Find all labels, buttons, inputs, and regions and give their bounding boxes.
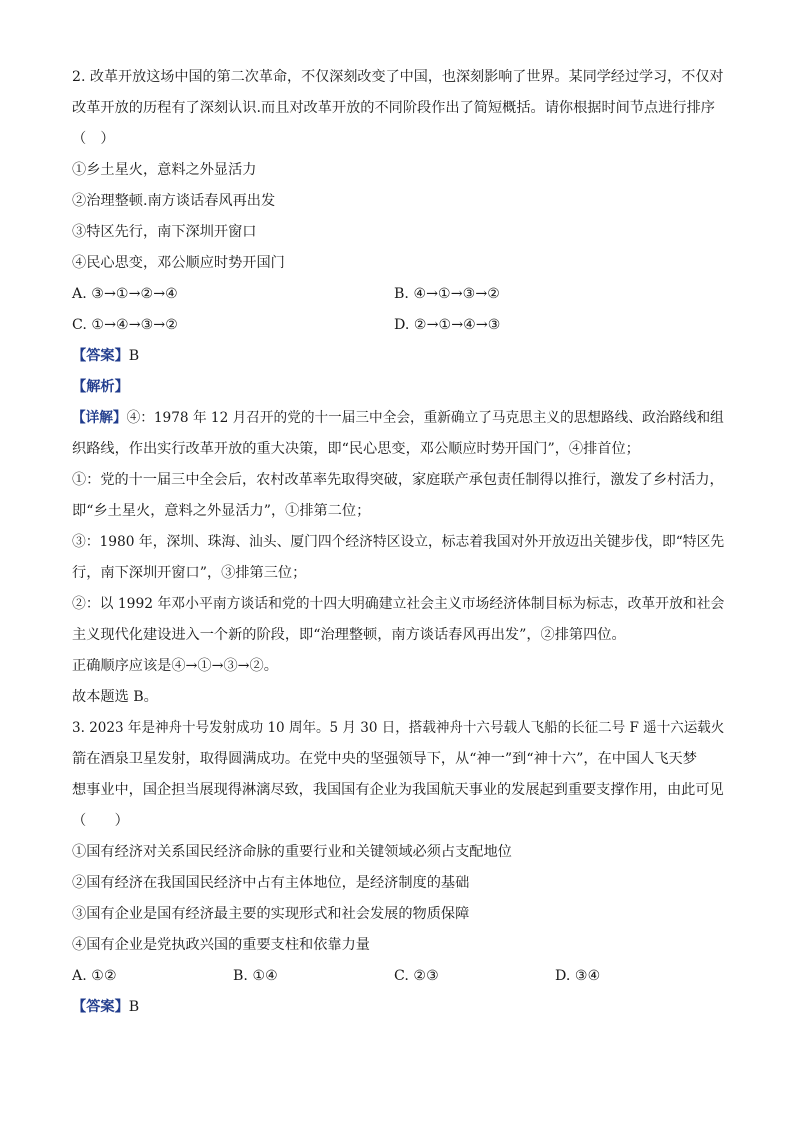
q2-conclusion: 故本题选 B。 (72, 689, 158, 705)
document-page (72, 62, 724, 1023)
q3-option-b: B. ①④ (233, 968, 278, 984)
q2-option-a: A. ③→①→②→④ (72, 286, 178, 302)
q3-item-3: ③国有企业是国有经济最主要的实现形式和社会发展的物质保障 (72, 906, 470, 922)
q2-stem-line-2: 改革开放的历程有了深刻认识.而且对改革开放的不同阶段作出了简短概括。请你根据时间节点进行排序 (72, 100, 715, 116)
q3-answer (72, 992, 724, 1023)
q2-option-b: B. ④→①→③→② (394, 286, 500, 302)
q3-stem-line-3: 想事业中，国企担当展现得淋漓尽致，我国国有企业为我国航天事业的发展起到重要支撑作用，由此可见 (72, 782, 724, 798)
q2-options-row-1 (72, 279, 724, 310)
q3-option-d: D. ③④ (555, 968, 601, 984)
q3-stem-line-2: 箭在酒泉卫星发射，取得圆满成功。在党中央的坚强领导下，从“神一”到“神十六”，在中国人飞天梦 (72, 751, 697, 767)
q2-point-3-line-1: ③：1980 年，深圳、珠海、汕头、厦门四个经济特区设立，标志着我国对外开放迈出关键步伐，即“特区先 (72, 534, 725, 550)
q3-item-2: ②国有经济在我国国民经济中占有主体地位，是经济制度的基础 (72, 875, 470, 891)
q3-item-1: ①国有经济对关系国民经济命脉的重要行业和关键领域必须占支配地位 (72, 844, 512, 860)
q3-options-row (72, 961, 724, 992)
q2-analysis-heading (72, 372, 724, 403)
q2-item-3: ③特区先行，南下深圳开窗口 (72, 224, 257, 240)
q2-detail-line-1 (72, 403, 724, 434)
q3-answer-value: B (128, 999, 140, 1015)
q2-option-d: D. ②→①→④→③ (394, 317, 501, 333)
q2-point-1-line-1: ①：党的十一届三中全会后，农村改革率先取得突破，家庭联产承包责任制得以推行，激发了乡村活力， (72, 472, 724, 488)
q2-stem-line-1: 2. 改革开放这场中国的第二次革命，不仅深刻改变了中国，也深刻影响了世界。某同学经过学习，不仅对 (72, 69, 724, 85)
q2-answer (72, 341, 724, 372)
q2-options-row-2 (72, 310, 724, 341)
q2-item-4: ④民心思变，邓公顺应时势开国门 (72, 255, 285, 271)
q2-point-2-line-2: 主义现代化建设进入一个新的阶段，即“治理整顿，南方谈话春风再出发”，②排第四位。 (72, 627, 626, 643)
q3-stem-line-1: 3. 2023 年是神舟十号发射成功 10 周年。5 月 30 日，搭载神舟十六号载人飞船的长征二号 F 遥十六运载火 (72, 720, 725, 736)
q2-point-1-line-2: 即“乡土星火，意料之外显活力”，①排第二位； (72, 503, 371, 519)
q3-item-4: ④国有企业是党执政兴国的重要支柱和依靠力量 (72, 937, 370, 953)
q2-item-2: ②治理整顿.南方谈话春风再出发 (72, 193, 276, 209)
q2-correct-order: 正确顺序应该是④→①→③→②。 (72, 658, 278, 674)
q3-answer-parentheses: （ ） (72, 813, 129, 829)
q2-point-3-line-2: 行，南下深圳开窗口”，③排第三位； (72, 565, 307, 581)
q3-answer-label: 【答案】 (72, 999, 129, 1015)
q2-detail-line-2: 织路线，作出实行改革开放的重大决策，即“民心思变，邓公顺应时势开国门”，④排首位； (72, 441, 640, 457)
q2-point-2-line-1: ②：以 1992 年邓小平南方谈话和党的十四大明确建立社会主义市场经济体制目标为标志，改革开放和社会 (72, 596, 725, 612)
q2-answer-value: B (128, 348, 140, 364)
q2-answer-parentheses: （ ） (72, 131, 115, 147)
q3-option-c: C. ②③ (394, 968, 439, 984)
q2-analysis-label: 【解析】 (72, 379, 129, 395)
q2-item-1: ①乡土星火，意料之外显活力 (72, 162, 257, 178)
q2-detail-text-1: ④：1978 年 12 月召开的党的十一届三中全会，重新确立了马克思主义的思想路线、政治路线和组 (126, 410, 724, 426)
q2-answer-label: 【答案】 (72, 348, 129, 364)
q2-detail-label: 【详解】 (72, 410, 127, 426)
q3-option-a: A. ①② (72, 968, 117, 984)
q2-option-c: C. ①→④→③→② (72, 317, 178, 333)
